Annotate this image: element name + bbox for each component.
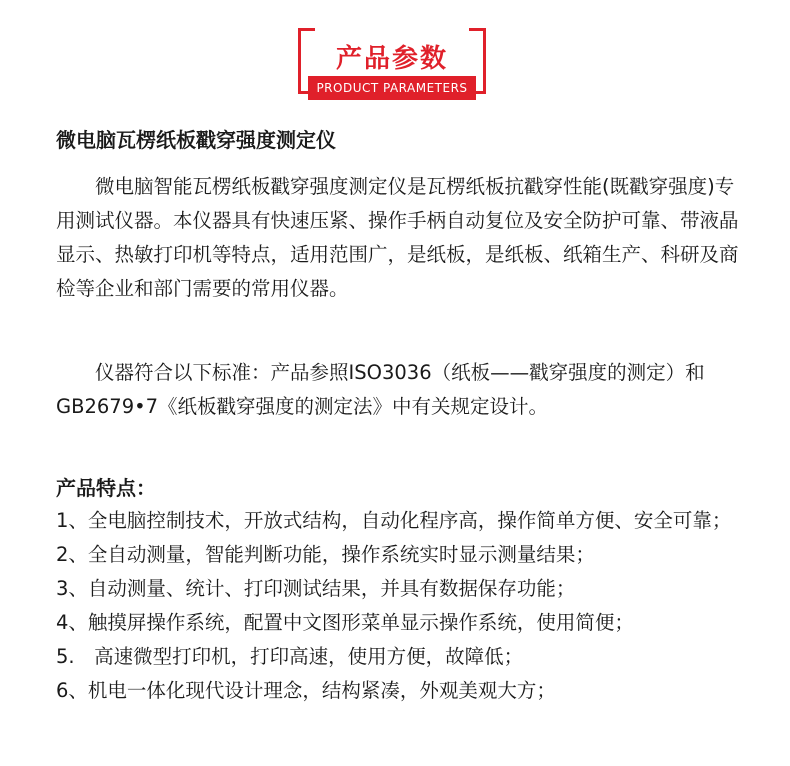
feature-item: 3、自动测量、统计、打印测试结果，并具有数据保存功能；: [56, 577, 576, 600]
section-subtitle: PRODUCT PARAMETERS: [308, 76, 476, 100]
feature-item: 4、触摸屏操作系统，配置中文图形菜单显示操作系统，使用简便；: [56, 611, 634, 634]
standards-paragraph: 仪器符合以下标准：产品参照ISO3036（纸板——戳穿强度的测定）和GB2679•7《纸板戳穿强度的测定法》中有关规定设计。: [56, 361, 705, 418]
feature-item: 6、机电一体化现代设计理念，结构紧凑，外观美观大方；: [56, 679, 556, 702]
feature-item: 1、全电脑控制技术，开放式结构，自动化程序高，操作简单方便、安全可靠；: [56, 509, 732, 532]
description-paragraph: 微电脑智能瓦楞纸板戳穿强度测定仪是瓦楞纸板抗戳穿性能(既戳穿强度)专用测试仪器。本仪器具有快速压紧、操作手柄自动复位及安全防护可靠、带液晶显示、热敏打印机等特点，适用范围广，是纸板，是纸板、纸箱生产、科研及商检等企业和部门需要的常用仪器。: [56, 175, 739, 300]
section-header: [298, 14, 486, 104]
feature-item: 5. 高速微型打印机，打印高速，使用方便，故障低；: [56, 645, 524, 668]
features-list: [56, 504, 776, 708]
feature-item: 2、全自动测量，智能判断功能，操作系统实时显示测量结果；: [56, 543, 595, 566]
features-heading: 产品特点：: [56, 476, 156, 500]
section-title: 产品参数: [335, 44, 448, 74]
product-title: 微电脑瓦楞纸板戳穿强度测定仪: [56, 128, 336, 152]
